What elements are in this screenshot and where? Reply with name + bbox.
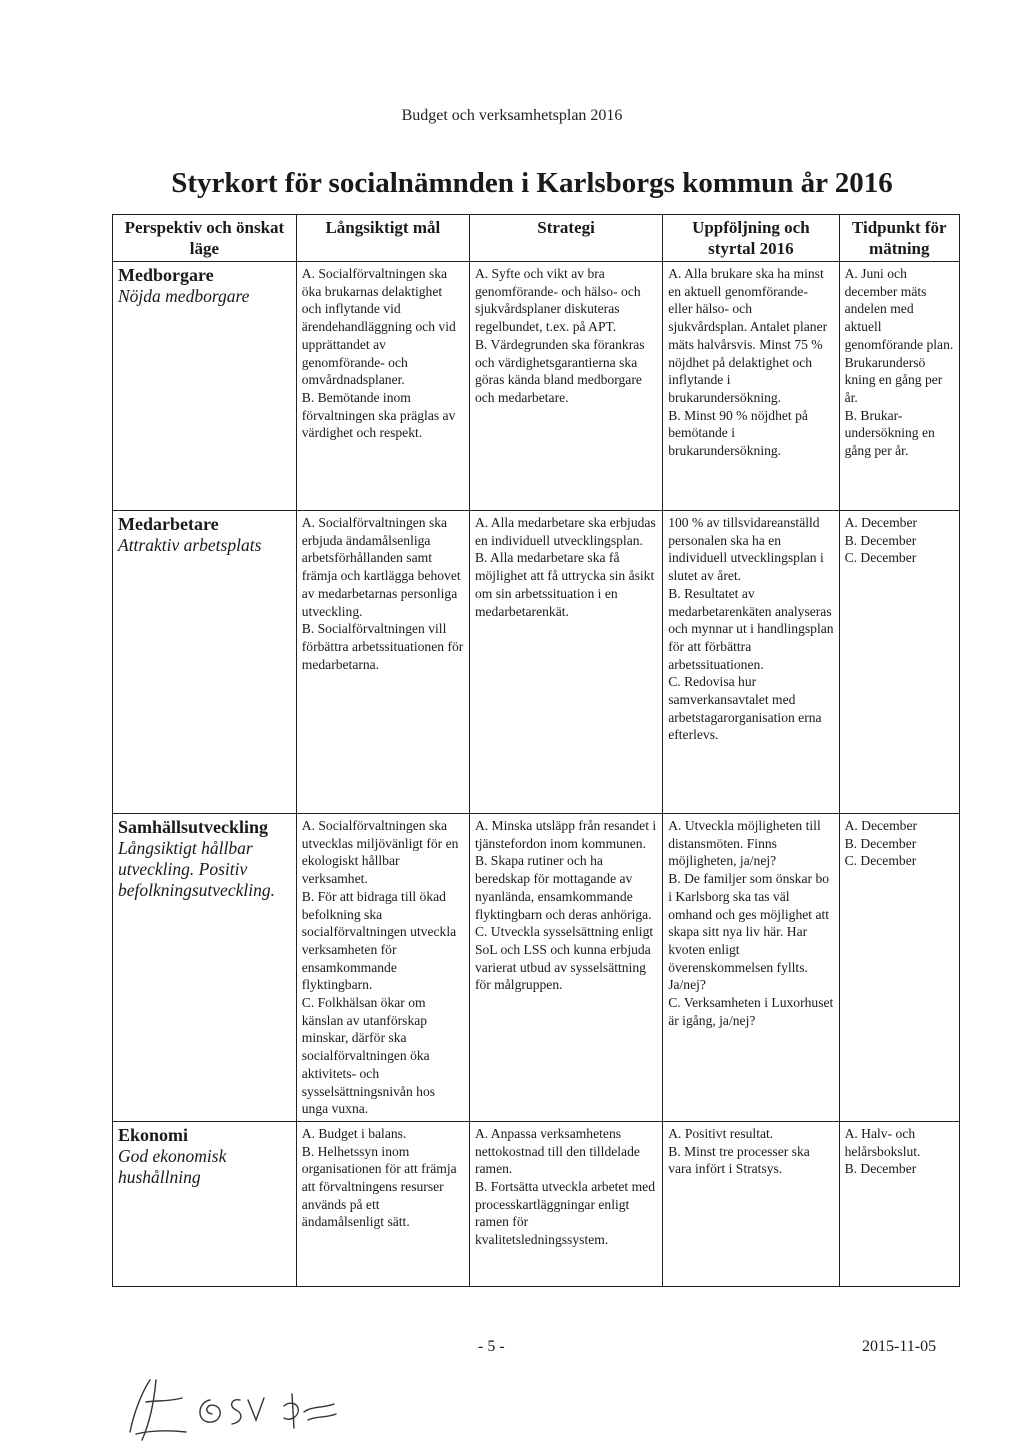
followup-cell	[663, 814, 839, 1122]
page-date: 2015-11-05	[862, 1338, 937, 1355]
desired-state: Nöjda medborgare	[118, 286, 250, 306]
handwritten-initials	[112, 1372, 352, 1444]
goal-cell	[296, 814, 469, 1122]
timing-cell-text: A. Halv- och helårsbokslut. B. December	[844, 1125, 921, 1177]
column-header-followup: Uppföljning och styrtal 2016	[663, 215, 839, 262]
strategy-cell	[469, 814, 662, 1122]
followup-cell-text: 100 % av tillsvidareanställd personalen ska ha en individuell utvecklingsplan i slutet av året. B. Resultatet av medarbetarenkäten analyseras och mynnar ut i handlingsplan för att förbättra arbetssituationen. C. Redovisa hur samverkansavtalet med arbetstagarorganisation erna efterlevs.	[668, 515, 834, 743]
goal-cell-text: A. Socialförvaltningen ska utvecklas miljövänligt för en ekologiskt hållbar verksamhet. B. För att bidraga till ökad befolkning ska socialförvaltningen utveckla verksamheten för ensamkommande flyktingbarn. C. Folkhälsan ökar om känslan av utanförskap minskar, därför ska socialförvaltningen öka aktivitets- och sysselsättningsnivån hos unga vuxna.	[301, 818, 459, 1117]
strategy-cell-text: A. Minska utsläpp från resandet i tjänstefordon inom kommunen. B. Skapa rutiner och ha beredskap för mottagande av nyanlända, ensamkommande flyktingbarn och deras anhöriga. C. Utveckla sysselsättning enligt SoL och LSS och kunna erbjuda varierat utbud av sysselsättning för målgruppen.	[474, 818, 657, 993]
column-header-perspective: Perspektiv och önskat läge	[113, 215, 297, 262]
timing-cell	[839, 1121, 959, 1286]
column-header-timing: Tidpunkt för mätning	[839, 215, 959, 262]
strategy-cell	[469, 511, 662, 814]
followup-cell	[663, 1121, 839, 1286]
table-header-row	[113, 215, 960, 262]
perspective-cell	[113, 814, 297, 1122]
timing-cell	[839, 262, 959, 511]
goal-cell	[296, 511, 469, 814]
scorecard-table	[112, 214, 960, 1287]
desired-state: God ekonomisk hushållning	[118, 1145, 227, 1187]
goal-cell-text: A. Socialförvaltningen ska erbjuda ändamålsenliga arbetsförhållanden samt främja och kartlägga behovet av medarbetarnas personliga utveckling. B. Socialförvaltningen vill förbättra arbetssituationen för medarbetarna.	[301, 515, 464, 672]
goal-cell	[296, 1121, 469, 1286]
table-row	[113, 511, 960, 814]
followup-cell-text: A. Utveckla möjligheten till distansmöten. Finns möjligheten, ja/nej? B. De familjer som önskar bo i Karlsborg ska tas väl omhand och ges möjlighet att skapa sitt nya liv här. Har kvoten enligt överenskommelsen fyllts. Ja/nej? C. Verksamheten i Luxorhuset är igång, ja/nej?	[668, 818, 834, 1028]
table-row	[113, 262, 960, 511]
perspective-name: Medarbetare	[118, 514, 219, 534]
perspective-cell	[113, 1121, 297, 1286]
table-row	[113, 814, 960, 1122]
timing-cell	[839, 814, 959, 1122]
strategy-cell	[469, 1121, 662, 1286]
timing-cell-text: A. December B. December C. December	[844, 515, 918, 566]
goal-cell	[296, 262, 469, 511]
followup-cell-text: A. Alla brukare ska ha minst en aktuell genomförande- eller hälso- och sjukvårdsplan. Antalet planer mäts halvårsvis. Minst 75 % nöjdhet på delaktighet och inflytande i brukarundersökning. B. Minst 90 % nöjdhet på bemötande i brukarundersökning.	[668, 266, 828, 459]
document-title: Styrkort för socialnämnden i Karlsborgs kommun år 2016	[171, 167, 893, 199]
perspective-name: Medborgare	[118, 265, 214, 285]
timing-cell-text: A. December B. December C. December	[844, 818, 918, 869]
strategy-cell-text: A. Alla medarbetare ska erbjudas en individuell utvecklingsplan. B. Alla medarbetare ska få möjlighet att få uttrycka sin åsikt om sin arbetssituation i en medarbetarenkät.	[474, 515, 656, 619]
page-number: - 5 -	[478, 1338, 505, 1355]
strategy-cell	[469, 262, 662, 511]
column-header-goal: Långsiktigt mål	[296, 215, 469, 262]
followup-cell	[663, 262, 839, 511]
perspective-name: Samhällsutveckling	[118, 817, 269, 837]
perspective-cell	[113, 262, 297, 511]
perspective-name: Ekonomi	[118, 1124, 189, 1145]
goal-cell-text: A. Socialförvaltningen ska öka brukarnas delaktighet och inflytande vid ärendehandläggning och vid upprättandet av genomförande- och omvårdnadsplaner. B. Bemötande inom förvaltningen ska präglas av värdighet och respekt.	[301, 266, 456, 441]
desired-state: Attraktiv arbetsplats	[118, 535, 262, 555]
followup-cell-text: A. Positivt resultat. B. Minst tre processer ska vara infört i Stratsys.	[668, 1125, 810, 1177]
desired-state: Långsiktigt hållbar utveckling. Positiv befolkningsutveckling.	[118, 838, 275, 900]
table-row	[113, 1121, 960, 1286]
goal-cell-text: A. Budget i balans. B. Helhetssyn inom organisationen för att främja att förvaltningens resurser används på ett ändamålsenligt sätt.	[301, 1125, 457, 1230]
strategy-cell-text: A. Syfte och vikt av bra genomförande- och hälso- och sjukvårdsplaner diskuteras regelbundet, t.ex. på APT. B. Värdegrunden ska förankras och värdighetsgarantierna ska göras kända bland medborgare och medarbetare.	[474, 266, 645, 405]
running-header: Budget och verksamhetsplan 2016	[401, 107, 623, 124]
timing-cell-text: A. Juni och december mäts andelen med aktuell genomförande plan. Brukarundersö kning en gång per år. B. Brukar-undersökning en gång per år.	[844, 266, 954, 459]
column-header-strategy: Strategi	[469, 215, 662, 262]
followup-cell	[663, 511, 839, 814]
timing-cell	[839, 511, 959, 814]
perspective-cell	[113, 511, 297, 814]
strategy-cell-text: A. Anpassa verksamhetens nettokostnad till den tilldelade ramen. B. Fortsätta utveckla arbetet med processkartläggningar enligt ramen för kvalitetsledningssystem.	[474, 1125, 655, 1248]
